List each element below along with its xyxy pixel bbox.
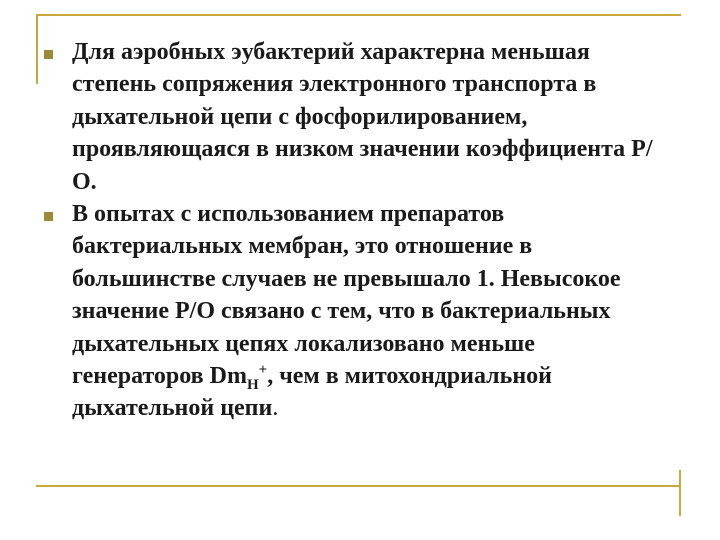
bullet-text-2-period: . — [272, 395, 279, 422]
bullet-text-2 — [72, 198, 672, 425]
left-rule — [36, 14, 38, 84]
bottom-rule — [36, 485, 681, 487]
bullet-text-2-main: В опытах с использованием препаратов бактериальных мембран, это отношение в большинстве случаев не превышало 1. Невысокое значение Р/О связано с тем, что в бактериальных дыхательных цепях локализовано меньше генераторов Dm — [72, 201, 621, 390]
bullet-item-2 — [40, 198, 680, 425]
superscript-plus: + — [258, 362, 268, 379]
top-rule — [36, 14, 681, 16]
subscript-h: H — [246, 376, 259, 393]
square-bullet-icon — [44, 50, 53, 59]
bullet-text-2-end: , чем в митохондриальной дыхательной цепи — [72, 363, 552, 422]
square-bullet-icon — [44, 212, 53, 221]
slide-content — [40, 36, 680, 425]
bullet-text-1: Для аэробных эубактерий характерна меньшая степень сопряжения электронного транспорта в дыхательной цепи с фосфорилированием, проявляющаяся в низком значении коэффициента Р/О. — [72, 39, 653, 195]
right-rule — [679, 470, 681, 516]
bullet-item-1 — [40, 36, 680, 198]
